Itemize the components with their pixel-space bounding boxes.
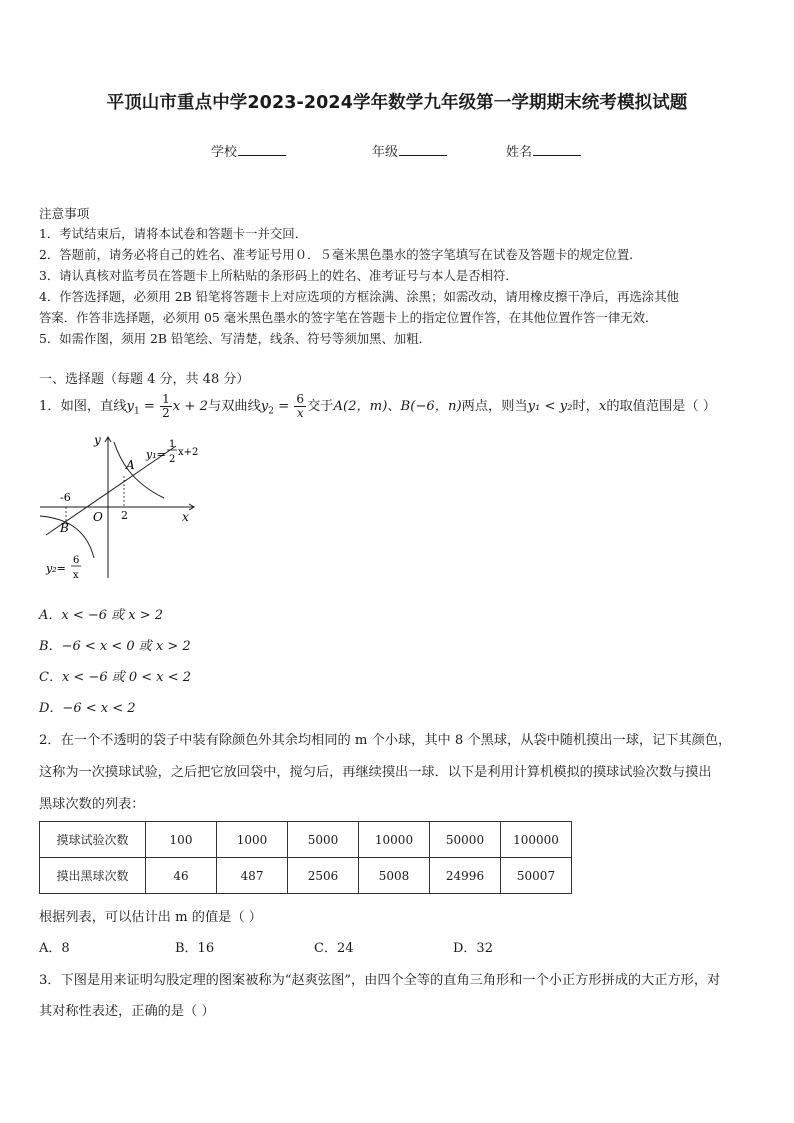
school-blank [238,143,286,156]
table-cell: 46 [146,858,217,894]
line-frac-den: 2 [169,454,176,465]
table-cell: 50007 [501,858,572,894]
q1-tail1: x + 2 [172,399,209,414]
name-blank [533,143,581,156]
table-cell: 1000 [217,822,288,858]
grade-label: 年级 [372,145,399,160]
table-row [40,822,572,858]
page-title: 平顶山市重点中学2023-2024学年数学九年级第一学期期末统考模拟试题 [106,93,688,113]
tick-neg6: -6 [60,491,71,504]
q1-y2: y [260,399,269,414]
notes-heading: 注意事项 [39,206,90,221]
q1-option-a[interactable]: A．x < −6 或 x > 2 [39,608,164,623]
name-field [506,141,581,160]
q1-y1: y [126,399,134,414]
q2-option-b[interactable]: B．16 [175,941,215,956]
q1-point-a: A(2，m) [333,399,388,414]
origin-label: O [93,510,103,524]
school-label: 学校 [211,145,238,160]
q1-prefix: 1．如图，直线 [39,399,127,414]
q1-point-b: B(−6，n) [400,399,462,414]
q2-option-d[interactable]: D．32 [453,941,493,956]
y-axis-label: y [94,433,101,447]
note-item: 2．答题前，请务必将自己的姓名、准考证号用０．５毫米黑色墨水的签字笔填写在试卷及答题卡的规定位置． [39,247,642,262]
table-cell: 50000 [430,822,501,858]
q1-mid: 与双曲线 [208,399,261,414]
q1-eq: = [139,399,160,414]
note-item: 1．考试结束后，请将本试卷和答题卡一并交回． [39,226,308,241]
table-header-cell: 摸球试验次数 [40,822,146,858]
point-b-label: B [60,521,69,535]
q2-table [39,821,572,894]
question-3-line: 其对称性表述，正确的是（ ） [39,1004,215,1019]
table-header-cell: 摸出黑球次数 [40,858,146,894]
q2-option-c[interactable]: C．24 [314,941,354,956]
question-1-stem: 1．如图，直线$y_1$ = $\frac{1}{2}$ x + 2与双曲线$y_2$ = $\frac{6}{x}$ 交于A(2，m)、B(−6，n)两点，则当y₁ < y₂时，x的取值范围是（ ） [39,392,717,420]
tick-2: 2 [121,509,128,522]
question-2-line: 黑球次数的列表： [39,797,145,812]
q1-sub1: 1 [133,406,140,417]
table-cell: 5008 [359,858,430,894]
hyp-label: y₂= [46,562,66,575]
q1-condition: y₁ < y₂ [527,399,573,414]
table-cell: 2506 [288,858,359,894]
q1-option-c[interactable]: C．x < −6 或 0 < x < 2 [39,670,192,685]
q1-frac1: $\frac{1}{2}$ [162,392,170,420]
school-field [211,141,286,160]
table-cell: 487 [217,858,288,894]
q1-option-d[interactable]: D．−6 < x < 2 [39,701,136,716]
question-2-line: 这称为一次摸球试验，之后把它放回袋中，搅匀后，再继续摸出一球．以下是利用计算机模拟的摸球试验次数与摸出 [39,765,712,780]
q2-option-a[interactable]: A．8 [39,941,70,956]
line-tail: x+2 [178,447,199,458]
question-2-line: 2．在一个不透明的袋子中装有除颜色外其余均相同的 m 个小球，其中 8 个黑球，从袋中随机摸出一球，记下其颜色， [39,733,732,748]
q1-option-b[interactable]: B．−6 < x < 0 或 x > 2 [39,639,191,654]
line-label: y₁= [146,448,166,461]
note-item: 3．请认真核对监考员在答题卡上所粘贴的条形码上的姓名、准考证号与本人是否相符． [39,268,518,283]
note-item: 5．如需作图，须用 2B 铅笔绘、写清楚，线条、符号等须加黑、加粗． [39,331,432,346]
table-cell: 100000 [501,822,572,858]
note-item: 答案．作答非选择题，必须用 05 毫米黑色墨水的签字笔在答题卡上的指定位置作答，在其他位置作答一律无效． [39,310,658,325]
q1-mid2: 交于 [307,399,334,414]
point-a-label: A [126,458,135,472]
section-heading: 一、选择题（每题 4 分，共 48 分） [39,372,250,387]
note-item: 4．作答选择题，必须用 2B 铅笔将答题卡上对应选项的方框涂满、涂黑；如需改动，请用橡皮擦干净后，再选涂其他 [39,289,679,304]
x-axis-label: x [182,510,189,524]
table-cell: 100 [146,822,217,858]
name-label: 姓名 [506,145,533,160]
q1-sub2: 2 [268,406,274,417]
question-2-prompt: 根据列表，可以估计出 m 的值是（ ） [39,910,262,925]
table-cell: 24996 [430,858,501,894]
line-frac-num: 1 [169,439,176,450]
grade-blank [399,143,447,156]
q1-graph [36,432,206,582]
question-3-line: 3．下图是用来证明勾股定理的图案被称为“赵爽弦图”，由四个全等的直角三角形和一个小正方形拼成的大正方形，对 [39,973,721,988]
hyp-frac-den: x [73,570,79,581]
grade-field [372,141,447,160]
hyp-frac-num: 6 [73,555,80,566]
table-cell: 10000 [359,822,430,858]
table-cell: 5000 [288,822,359,858]
table-row [40,858,572,894]
q1-frac2: $\frac{6}{x}$ [296,392,305,420]
